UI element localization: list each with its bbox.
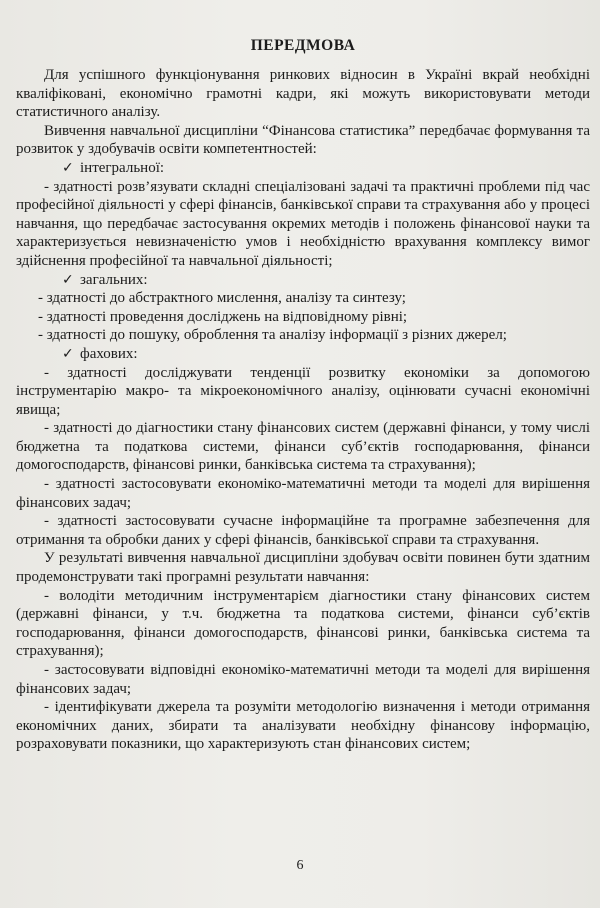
professional-item-4: - здатності застосовувати сучасне інформаційне та програмне забезпечення для отримання та обробки даних у сфері фінансів, банківської справи та страхування.: [16, 513, 590, 548]
general-heading: [16, 271, 590, 290]
page-number: 6: [296, 858, 304, 873]
professional-heading: [16, 345, 590, 364]
general-label: загальних:: [80, 271, 148, 288]
checkmark-icon: ✓: [62, 345, 74, 362]
intro-paragraph-2: Вивчення навчальної дисципліни “Фінансова статистика” передбачає формування та розвиток у здобувачів освіти компетентностей:: [16, 122, 590, 158]
professional-label: фахових:: [80, 345, 138, 362]
result-item-3: - ідентифікувати джерела та розуміти методологію визначення і методи отримання економічних даних, збирати та аналізувати необхідну фінансову інформацію, розраховувати показники, що характеризують стан фінансових систем;: [16, 699, 590, 753]
integral-item: - здатності розв’язувати складні спеціалізовані задачі та практичні проблеми під час професійної діяльності у сфері фінансів, банківської справи та страхування або у процесі навчання, що передбачає застосування окремих методів і положень фінансової науки та характеризується невизначеністю умов і необхідністю врахування комплексу вимог здійснення професійної та навчальної діяльності;: [16, 178, 590, 269]
general-item-1: - здатності до абстрактного мислення, аналізу та синтезу;: [38, 290, 406, 307]
professional-item-3: - здатності застосовувати економіко-математичні методи та моделі для вирішення фінансових задач;: [16, 476, 590, 511]
integral-heading: [16, 159, 590, 178]
checkmark-icon: ✓: [62, 159, 74, 176]
checkmark-icon: ✓: [62, 271, 74, 288]
professional-item-2: - здатності до діагностики стану фінансових систем (державні фінанси, у тому числі бюджетна та податкова системи, фінанси суб’єктів господарювання, фінанси домогосподарств, фінансові ринки, банківська система та страхування);: [16, 420, 590, 474]
general-item-3: - здатності до пошуку, оброблення та аналізу інформації з різних джерел;: [38, 327, 507, 344]
intro-paragraph-1: Для успішного функціонування ринкових відносин в Україні вкрай необхідні кваліфіковані, економічно грамотні кадри, які можуть використовувати методи статистичного аналізу.: [16, 67, 590, 121]
integral-label: інтегральної:: [80, 159, 165, 176]
general-item-2: - здатності проведення досліджень на відповідному рівні;: [38, 308, 408, 325]
page-title: ПЕРЕДМОВА: [250, 37, 356, 54]
professional-item-1: - здатності досліджувати тенденції розвитку економіки за допомогою інструментарію макро- та мікроекономічного аналізу, оцінювати сучасні економічні явища;: [16, 364, 590, 418]
result-item-1: - володіти методичним інструментарієм діагностики стану фінансових систем (державні фінанси, у т.ч. бюджетна та податкова системи, фінанси суб’єктів господарювання, фінанси домогосподарств, фінансові ринки, банківська система та страхування);: [16, 587, 590, 660]
results-intro: У результаті вивчення навчальної дисципліни здобувач освіти повинен бути здатним продемонструвати такі програмні результати навчання:: [16, 550, 590, 586]
result-item-2: - застосовувати відповідні економіко-математичні методи та моделі для вирішення фінансових задач;: [16, 662, 590, 697]
